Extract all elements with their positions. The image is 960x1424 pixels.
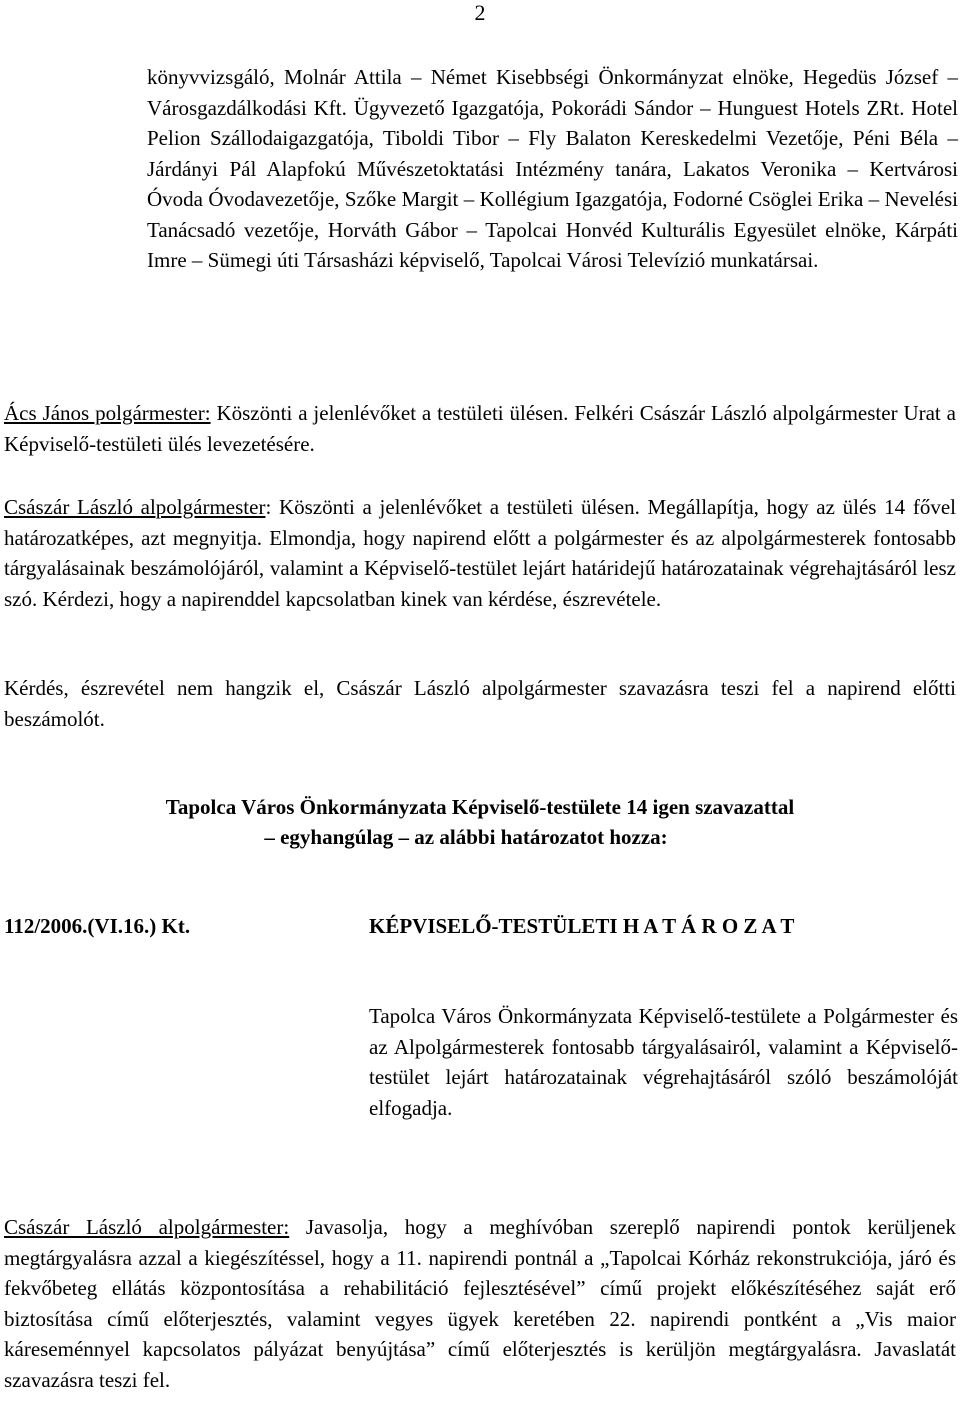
vote-result-line-1: Tapolca Város Önkormányzata Képviselő-testülete 14 igen szavazattal: [165, 795, 795, 819]
paragraph-text: Javasolja, hogy a meghívóban szereplő napirendi pontok kerüljenek megtárgyalásra azzal a kiegészítéssel, hogy a 11. napirendi pontnál a „Tapolcai Kórház rekonstrukciója, járó és fekvőbeteg ellátás központosítása a rehabilitáció fejlesztésével” című projekt előkészítéséhez saját erő biztosítása című előterjesztés, valamint vegyes ügyek keretében 22. napirendi pontként a „Vis maior káreseménnyel kapcsolatos pályázat benyújtása” című előterjesztés is kerüljön megtárgyalásra. Javaslatát szavazásra teszi fel.: [4, 1215, 956, 1392]
paragraph-text: Köszönti a jelenlévőket a testületi ülésen. Felkéri Császár László alpolgármester Urat a Képviselő-testületi ülés levezetésére.: [4, 401, 956, 456]
speaker-label: Császár László alpolgármester: [4, 495, 266, 519]
attendees-paragraph: könyvvizsgáló, Molnár Attila – Német Kisebbségi Önkormányzat elnöke, Hegedüs József – Városgazdálkodási Kft. Ügyvezető Igazgatója, Pokorádi Sándor – Hunguest Hotels ZRt. Hotel Pelion Szállodaigazgatója, Tiboldi Tibor – Fly Balaton Kereskedelmi Vezetője, Péni Béla – Járdányi Pál Alapfokú Művészetoktatási Intézmény tanára, Lakatos Veronika – Kertvárosi Óvoda Óvodavezetője, Szőke Margit – Kollégium Igazgatója, Fodorné Csöglei Erika – Nevelési Tanácsadó vezetője, Horváth Gábor – Tapolcai Honvéd Kulturális Egyesület elnöke, Kárpáti Imre – Sümegi úti Társasházi képviselő, Tapolcai Városi Televízió munkatársai.: [147, 65, 958, 272]
resolution-number: 112/2006.(VI.16.) Kt.: [4, 914, 191, 938]
agenda-proposal-paragraph: [4, 1212, 956, 1395]
paragraph-text: : Köszönti a jelenlévőket a testületi ülésen. Megállapítja, hogy az ülés 14 fővel határozatképes, azt megnyitja. Elmondja, hogy napirend előtt a polgármester és az alpolgármesterek fontosabb tárgyalásainak beszámolójáról, valamint a Képviselő-testület lejárt határidejű határozatainak végrehajtásáról lesz szó. Kérdezi, hogy a napirenddel kapcsolatban kinek van kérdése, észrevétele.: [4, 495, 956, 611]
deputy-mayor-paragraph: [4, 492, 956, 614]
vote-result-line-2: – egyhangúlag – az alábbi határozatot hozza:: [264, 825, 668, 849]
mayor-opening-paragraph: [4, 398, 956, 459]
speaker-label: Császár László alpolgármester:: [4, 1215, 290, 1239]
resolution-body: Tapolca Város Önkormányzata Képviselő-testülete a Polgármester és az Alpolgármesterek fontosabb tárgyalásairól, valamint a Képviselő-testület lejárt határozatainak végrehajtásáról szóló beszámolóját elfogadja.: [369, 1004, 958, 1120]
speaker-label: Ács János polgármester:: [4, 401, 211, 425]
page-number: 2: [474, 0, 486, 25]
resolution-header: [4, 911, 956, 941]
vote-call-paragraph: Kérdés, észrevétel nem hangzik el, Császár László alpolgármester szavazásra teszi fel a napirend előtti beszámolót.: [4, 676, 956, 731]
resolution-title: KÉPVISELŐ-TESTÜLETI H A T Á R O Z A T: [369, 914, 795, 938]
